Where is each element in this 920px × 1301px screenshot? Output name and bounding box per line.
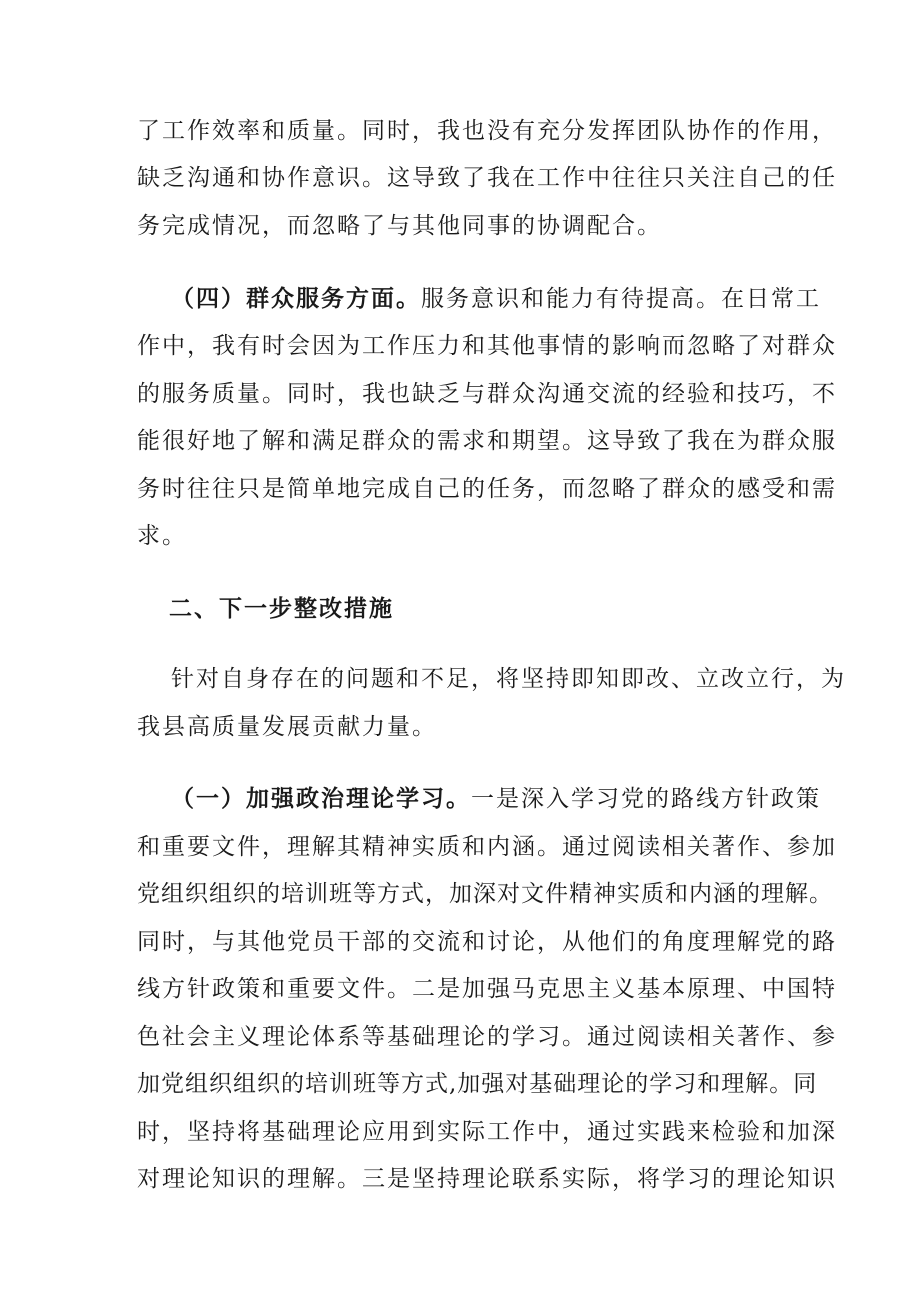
paragraph-line: 能很好地了解和满足群众的需求和期望。这导致了我在为群众服 (137, 428, 837, 454)
paragraph-line: 务时往往只是简单地完成自己的任务，而忽略了群众的感受和需 (137, 476, 837, 502)
paragraph-line: 的服务质量。同时，我也缺乏与群众沟通交流的经验和技巧，不 (137, 381, 837, 407)
section-heading: 二、下一步整改措施 (169, 595, 394, 622)
paragraph-first-line: 针对自身存在的问题和不足，将坚持即知即改、立改立行，为 (171, 666, 846, 692)
paragraph-line: 缺乏沟通和协作意识。这导致了我在工作中往往只关注自己的任 (137, 165, 837, 191)
paragraph-line: 色社会主义理论体系等基础理论的学习。通过阅读相关著作、参 (137, 1024, 837, 1050)
paragraph-line: 务完成情况，而忽略了与其他同事的协调配合。 (137, 213, 662, 239)
paragraph-line: 求。 (137, 523, 187, 549)
paragraph-first-line (171, 284, 821, 314)
section-heading-4: （四）群众服务方面。 (171, 285, 421, 312)
section-heading-1: （一）加强政治理论学习。 (171, 785, 471, 812)
paragraph-line: 和重要文件，理解其精神实质和内涵。通过阅读相关著作、参加 (137, 834, 837, 860)
paragraph-text: 服务意识和能力有待提高。在日常工 (421, 286, 821, 312)
paragraph-line: 线方针政策和重要文件。二是加强马克思主义基本原理、中国特 (137, 976, 837, 1002)
paragraph-line: 时，坚持将基础理论应用到实际工作中，通过实践来检验和加深 (137, 1119, 837, 1145)
paragraph-line: 党组织组织的培训班等方式，加深对文件精神实质和内涵的理解。 (137, 881, 833, 907)
paragraph-line: 同时，与其他党员干部的交流和讨论，从他们的角度理解党的路 (137, 929, 837, 955)
paragraph-line: 作中，我有时会因为工作压力和其他事情的影响而忽略了对群众 (137, 333, 837, 359)
paragraph-text: 一是深入学习党的路线方针政策 (471, 786, 821, 812)
paragraph-line: 对理论知识的理解。三是坚持理论联系实际，将学习的理论知识 (137, 1166, 837, 1192)
paragraph-line: 加党组织组织的培训班等方式,加强对基础理论的学习和理解。同 (137, 1071, 818, 1097)
paragraph-first-line (171, 784, 821, 814)
paragraph-line: 了工作效率和质量。同时，我也没有充分发挥团队协作的作用， (137, 118, 837, 144)
paragraph-line: 我县高质量发展贡献力量。 (137, 714, 437, 740)
